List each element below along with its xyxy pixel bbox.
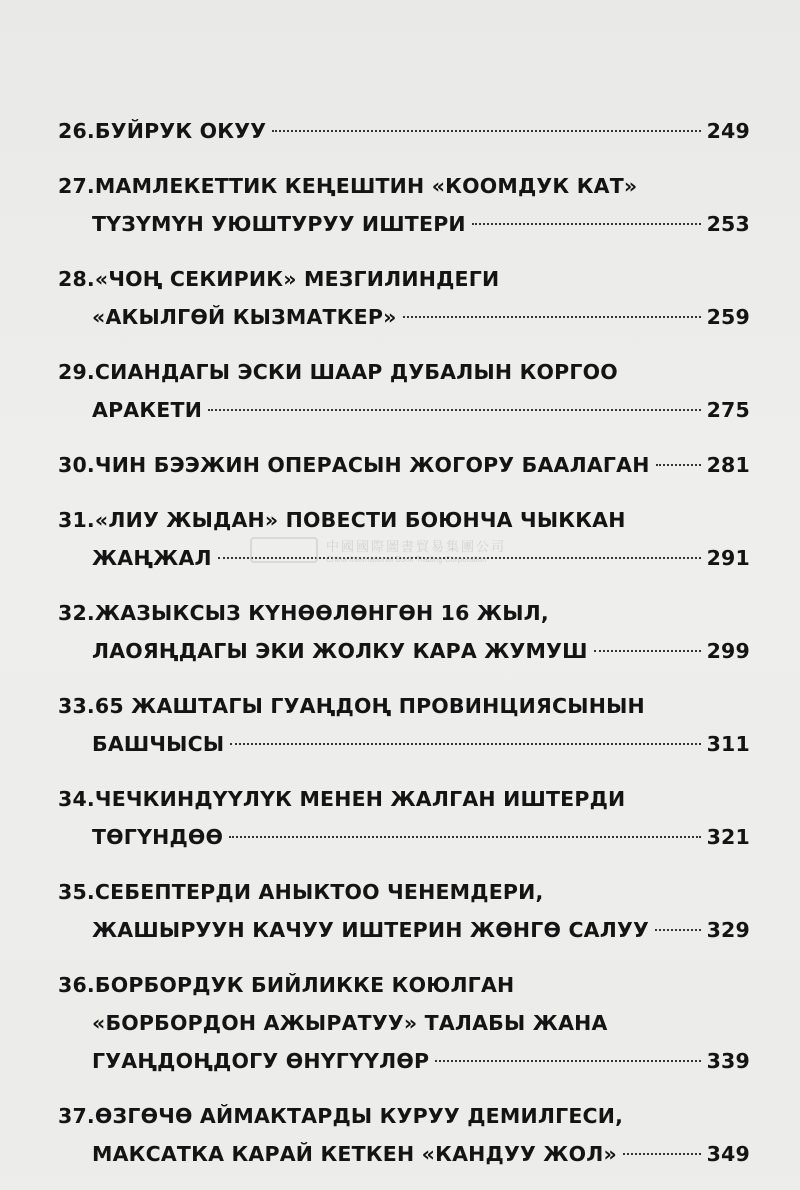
- toc-entry-line: [58, 1004, 750, 1042]
- chapter-title-line: БУЙРУК ОКУУ: [94, 119, 267, 143]
- dot-leader: [230, 743, 700, 745]
- toc-entry-line: [58, 911, 750, 949]
- chapter-number: 33.: [58, 694, 95, 718]
- chapter-number: 31.: [58, 508, 95, 532]
- dot-leader: [403, 316, 701, 318]
- chapter-title-line: СЕБЕПТЕРДИ АНЫКТОО ЧЕНЕМДЕРИ,: [94, 880, 544, 904]
- dot-leader: [594, 650, 701, 652]
- page-number: 321: [706, 825, 750, 849]
- dot-leader: [623, 1153, 701, 1155]
- dot-leader: [272, 130, 700, 132]
- chapter-number: 32.: [58, 601, 95, 625]
- publisher-watermark: [250, 536, 506, 564]
- toc-entry-line: [58, 167, 750, 205]
- chapter-title-line: СИАНДАГЫ ЭСКИ ШААР ДУБАЛЫН КОРГОО: [94, 360, 618, 384]
- toc-entry: [58, 1097, 750, 1173]
- chapter-number: 26.: [58, 119, 95, 143]
- chapter-title-line: МАКСАТКА КАРАЙ КЕТКЕН «КАНДУУ ЖОЛ»: [92, 1142, 617, 1166]
- page-number: 339: [706, 1049, 750, 1073]
- dot-leader: [472, 223, 701, 225]
- toc-entry: [58, 353, 750, 429]
- chapter-number: 34.: [58, 787, 95, 811]
- dot-leader: [229, 836, 700, 838]
- page-number: 291: [706, 546, 750, 570]
- toc-entry-line: [58, 205, 750, 243]
- page-number: 275: [706, 398, 750, 422]
- toc-entry: [58, 687, 750, 763]
- toc-entry: [58, 780, 750, 856]
- toc-entry-line: [58, 632, 750, 670]
- toc-entry-line: [58, 1097, 750, 1135]
- dot-leader: [435, 1060, 700, 1062]
- publisher-logo-icon: [250, 537, 318, 563]
- toc-entry-line: [58, 298, 750, 336]
- chapter-number: 30.: [58, 453, 95, 477]
- chapter-title-line: «АКЫЛГӨЙ КЫЗМАТКЕР»: [92, 305, 397, 329]
- toc-entry-line: [58, 501, 750, 539]
- toc-entry: [58, 112, 750, 150]
- chapter-title-line: ЖАШЫРУУН КАЧУУ ИШТЕРИН ЖӨНГӨ САЛУУ: [92, 918, 649, 942]
- toc-entry-line: [58, 1042, 750, 1080]
- chapter-title-line: «ЧОҢ СЕКИРИК» МЕЗГИЛИНДЕГИ: [94, 267, 500, 291]
- toc-entry-line: [58, 112, 750, 150]
- chapter-title-line: ТҮЗҮМҮН УЮШТУРУУ ИШТЕРИ: [92, 212, 466, 236]
- toc-entry-line: [58, 391, 750, 429]
- chapter-title-line: БАШЧЫСЫ: [92, 732, 225, 756]
- toc-entry-line: [58, 725, 750, 763]
- toc-entry-line: [58, 260, 750, 298]
- toc-entry: [58, 594, 750, 670]
- watermark-sub-text: China International Book Trading Corporation: [326, 555, 487, 564]
- toc-entry: [58, 260, 750, 336]
- watermark-main-text: 中國國際圖書貿易集團公司: [326, 540, 507, 555]
- toc-entry-line: [58, 687, 750, 725]
- chapter-number: 29.: [58, 360, 95, 384]
- chapter-number: 27.: [58, 174, 95, 198]
- toc-entry-line: [58, 446, 750, 484]
- page-number: 253: [706, 212, 750, 236]
- chapter-title-line: ЖАЗЫКСЫЗ КҮНӨӨЛӨНГӨН 16 ЖЫЛ,: [94, 601, 549, 625]
- chapter-number: 36.: [58, 973, 95, 997]
- chapter-title-line: ГУАҢДОҢДОГУ ӨНҮГҮҮЛӨР: [92, 1049, 430, 1073]
- toc-entry-line: [58, 818, 750, 856]
- chapter-number: 28.: [58, 267, 95, 291]
- page-number: 299: [706, 639, 750, 663]
- chapter-title-line: МАМЛЕКЕТТИК КЕҢЕШТИН «КООМДУК КАТ»: [94, 174, 638, 198]
- chapter-title-line: ЧИН БЭЭЖИН ОПЕРАСЫН ЖОГОРУ БААЛАГАН: [94, 453, 650, 477]
- chapter-number: 37.: [58, 1104, 95, 1128]
- toc-entry: [58, 167, 750, 243]
- chapter-title-line: ТӨГҮНДӨӨ: [92, 825, 224, 849]
- page-number: 311: [706, 732, 750, 756]
- page-number: 281: [706, 453, 750, 477]
- chapter-title-line: «ЛИУ ЖЫДАН» ПОВЕСТИ БОЮНЧА ЧЫККАН: [94, 508, 626, 532]
- dot-leader: [656, 464, 701, 466]
- chapter-number: 35.: [58, 880, 95, 904]
- page-number: 329: [706, 918, 750, 942]
- chapter-title-line: АРАКЕТИ: [92, 398, 203, 422]
- toc-entry: [58, 966, 750, 1080]
- toc-entry-line: [58, 1135, 750, 1173]
- table-of-contents: [58, 112, 750, 1190]
- chapter-title-line: ЧЕЧКИНДҮҮЛҮК МЕНЕН ЖАЛГАН ИШТЕРДИ: [94, 787, 626, 811]
- page-number: 249: [706, 119, 750, 143]
- chapter-title-line: «БОРБОРДОН АЖЫРАТУУ» ТАЛАБЫ ЖАНА: [92, 1011, 608, 1035]
- page-number: 259: [706, 305, 750, 329]
- page-number: 349: [706, 1142, 750, 1166]
- dot-leader: [208, 409, 701, 411]
- toc-entry-line: [58, 353, 750, 391]
- toc-entry: [58, 446, 750, 484]
- dot-leader: [655, 929, 701, 931]
- toc-entry: [58, 873, 750, 949]
- chapter-title-line: БОРБОРДУК БИЙЛИККЕ КОЮЛГАН: [94, 973, 515, 997]
- chapter-title-line: ЖАҢЖАЛ: [92, 546, 212, 570]
- chapter-title-line: ЛАОЯҢДАГЫ ЭКИ ЖОЛКУ КАРА ЖУМУШ: [92, 639, 588, 663]
- toc-entry-line: [58, 594, 750, 632]
- toc-entry-line: [58, 873, 750, 911]
- toc-entry-line: [58, 966, 750, 1004]
- toc-entry-line: [58, 780, 750, 818]
- chapter-title-line: ӨЗГӨЧӨ АЙМАКТАРДЫ КУРУУ ДЕМИЛГЕСИ,: [94, 1104, 624, 1128]
- chapter-title-line: 65 ЖАШТАГЫ ГУАҢДОҢ ПРОВИНЦИЯСЫНЫН: [94, 694, 645, 718]
